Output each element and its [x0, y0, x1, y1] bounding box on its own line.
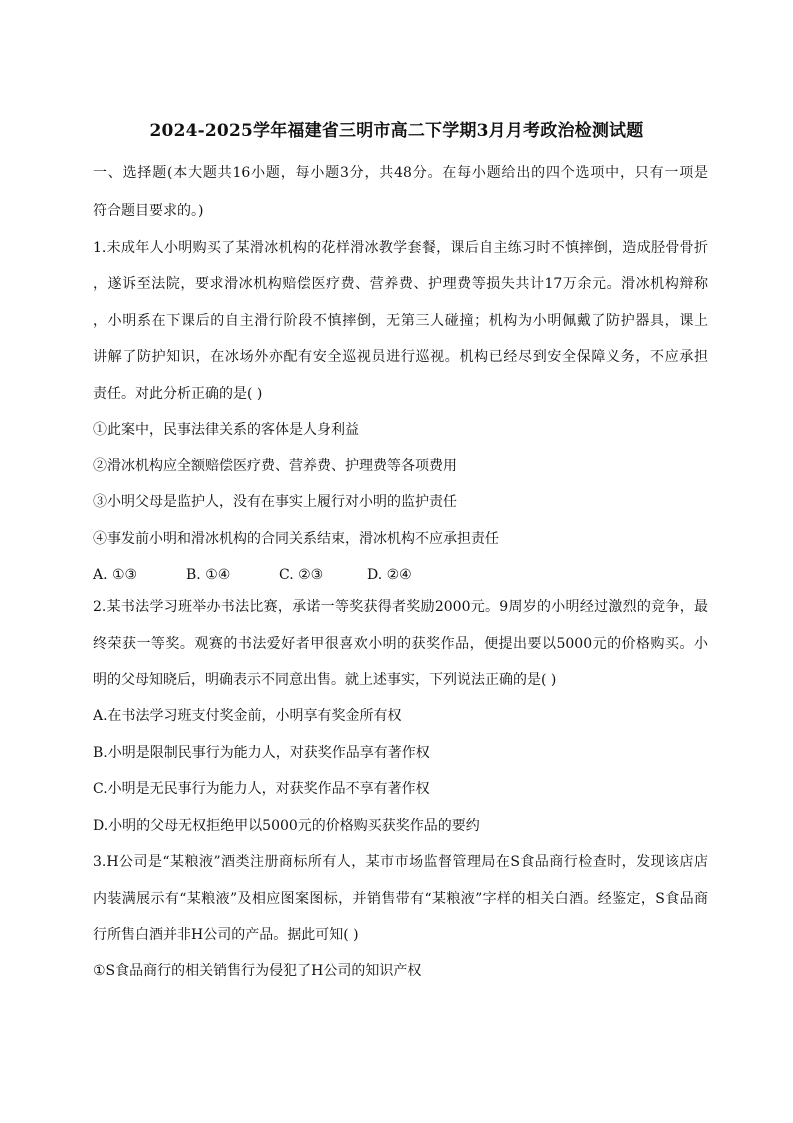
q2-option-b: B.小明是限制民事行为能力人，对获奖作品享有著作权 — [93, 745, 430, 761]
q1-options — [93, 565, 412, 585]
q2-option-d: D.小明的父母无权拒绝甲以5000元的价格购买获奖作品的要约 — [93, 818, 480, 834]
q1-stem-line-4: 讲解了防护知识，在冰场外亦配有安全巡视员进行巡视。机构已经尽到安全保障义务，不应承担 — [93, 349, 708, 365]
q3-stem-line-3: 行所售白酒并非H公司的产品。据此可知( ) — [93, 927, 359, 943]
q1-statement-1: ①此案中，民事法律关系的客体是人身利益 — [93, 422, 359, 438]
section-instruction-line-2: 符合题目要求的。) — [93, 203, 204, 219]
q3-stem-line-2: 内装满展示有“某粮液”及相应图案图标，并销售带有“某粮液”字样的相关白酒。经鉴定，S食品商 — [93, 891, 708, 907]
q1-statement-2: ②滑冰机构应全额赔偿医疗费、营养费、护理费等各项费用 — [93, 458, 457, 474]
q1-stem-line-3: ，小明系在下课后的自主滑行阶段不慎摔倒，无第三人碰撞；机构为小明佩戴了防护器具，课上 — [93, 313, 708, 329]
section-instruction-line-1: 一、选择题(本大题共16小题，每小题3分，共48分。在每小题给出的四个选项中，只有一项是 — [93, 165, 708, 181]
q1-option-d: D. ②④ — [367, 567, 412, 583]
q2-option-c: C.小明是无民事行为能力人，对获奖作品不享有著作权 — [93, 781, 430, 797]
q1-stem-line-1: 1.未成年人小明购买了某滑冰机构的花样滑冰教学套餐，课后自主练习时不慎摔倒，造成胫骨骨折 — [93, 240, 708, 256]
q3-stem-line-1: 3.H公司是“某粮液”酒类注册商标所有人，某市市场监督管理局在S食品商行检查时，发现该店店 — [93, 854, 708, 870]
q2-option-a: A.在书法学习班支付奖金前，小明享有奖金所有权 — [93, 708, 402, 724]
page-title: 2024-2025学年福建省三明市高二下学期3月月考政治检测试题 — [149, 121, 644, 141]
q1-stem-line-5: 责任。对此分析正确的是( ) — [93, 386, 263, 402]
q1-option-a: A. ①③ — [93, 567, 138, 583]
q2-stem-line-3: 明的父母知晓后，明确表示不同意出售。就上述事实，下列说法正确的是( ) — [93, 672, 557, 688]
q2-stem-line-1: 2.某书法学习班举办书法比赛，承诺一等奖获得者奖励2000元。9周岁的小明经过激烈的竞争，最 — [93, 599, 708, 615]
q1-stem-line-2: ，遂诉至法院，要求滑冰机构赔偿医疗费、营养费、护理费等损失共计17万余元。滑冰机构辩称 — [93, 276, 708, 292]
q1-option-c: C. ②③ — [279, 567, 324, 583]
q1-statement-4: ④事发前小明和滑冰机构的合同关系结束，滑冰机构不应承担责任 — [93, 531, 499, 547]
q1-option-b: B. ①④ — [186, 567, 231, 583]
q2-stem-line-2: 终荣获一等奖。观赛的书法爱好者甲很喜欢小明的获奖作品，便提出要以5000元的价格购买。小 — [93, 636, 708, 652]
q3-statement-1: ①S食品商行的相关销售行为侵犯了H公司的知识产权 — [93, 963, 422, 979]
q1-statement-3: ③小明父母是监护人，没有在事实上履行对小明的监护责任 — [93, 494, 457, 510]
